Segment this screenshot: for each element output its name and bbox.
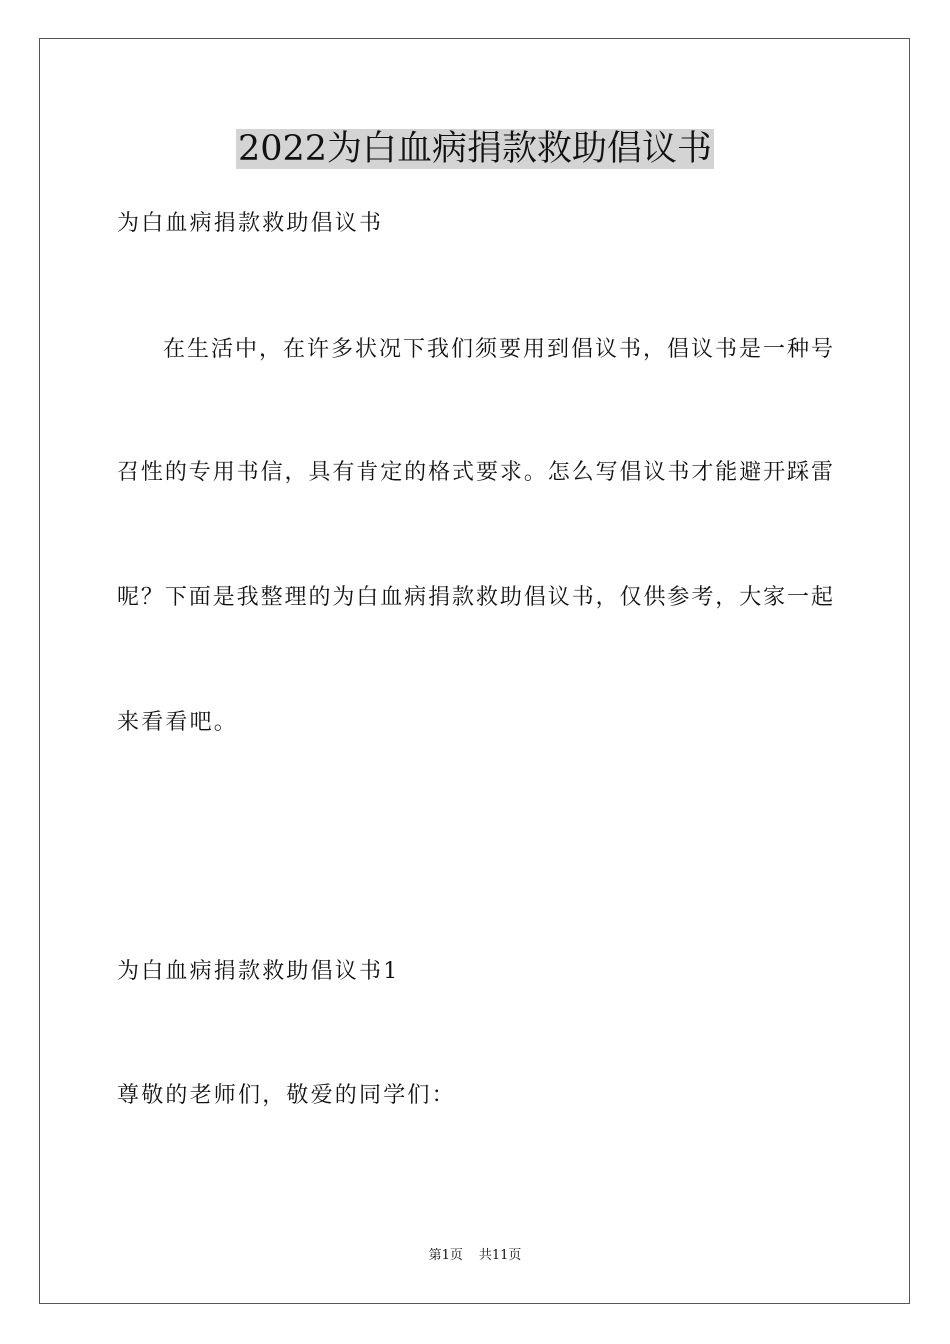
salutation: 尊敬的老师们，敬爱的同学们： [117, 1083, 456, 1108]
page-footer [0, 1247, 950, 1265]
paragraph-line-1: 在生活中，在许多状况下我们须要用到倡议书，倡议书是一种号 [163, 337, 833, 362]
section-heading: 为白血病捐款救助倡议书1 [117, 959, 400, 984]
document-title [0, 127, 950, 171]
document-title-text: 2022为白血病捐款救助倡议书 [237, 129, 713, 169]
paragraph-line-2: 召性的专用书信，具有肯定的格式要求。怎么写倡议书才能避开踩雷 [117, 460, 833, 485]
paragraph-line-4: 来看看吧。 [117, 710, 239, 735]
page-number-current: 第1页 [428, 1248, 463, 1263]
paragraph-line-3: 呢？下面是我整理的为白血病捐款救助倡议书，仅供参考，大家一起 [117, 585, 833, 610]
page-number-total: 共11页 [478, 1248, 522, 1263]
document-subtitle: 为白血病捐款救助倡议书 [117, 211, 384, 236]
